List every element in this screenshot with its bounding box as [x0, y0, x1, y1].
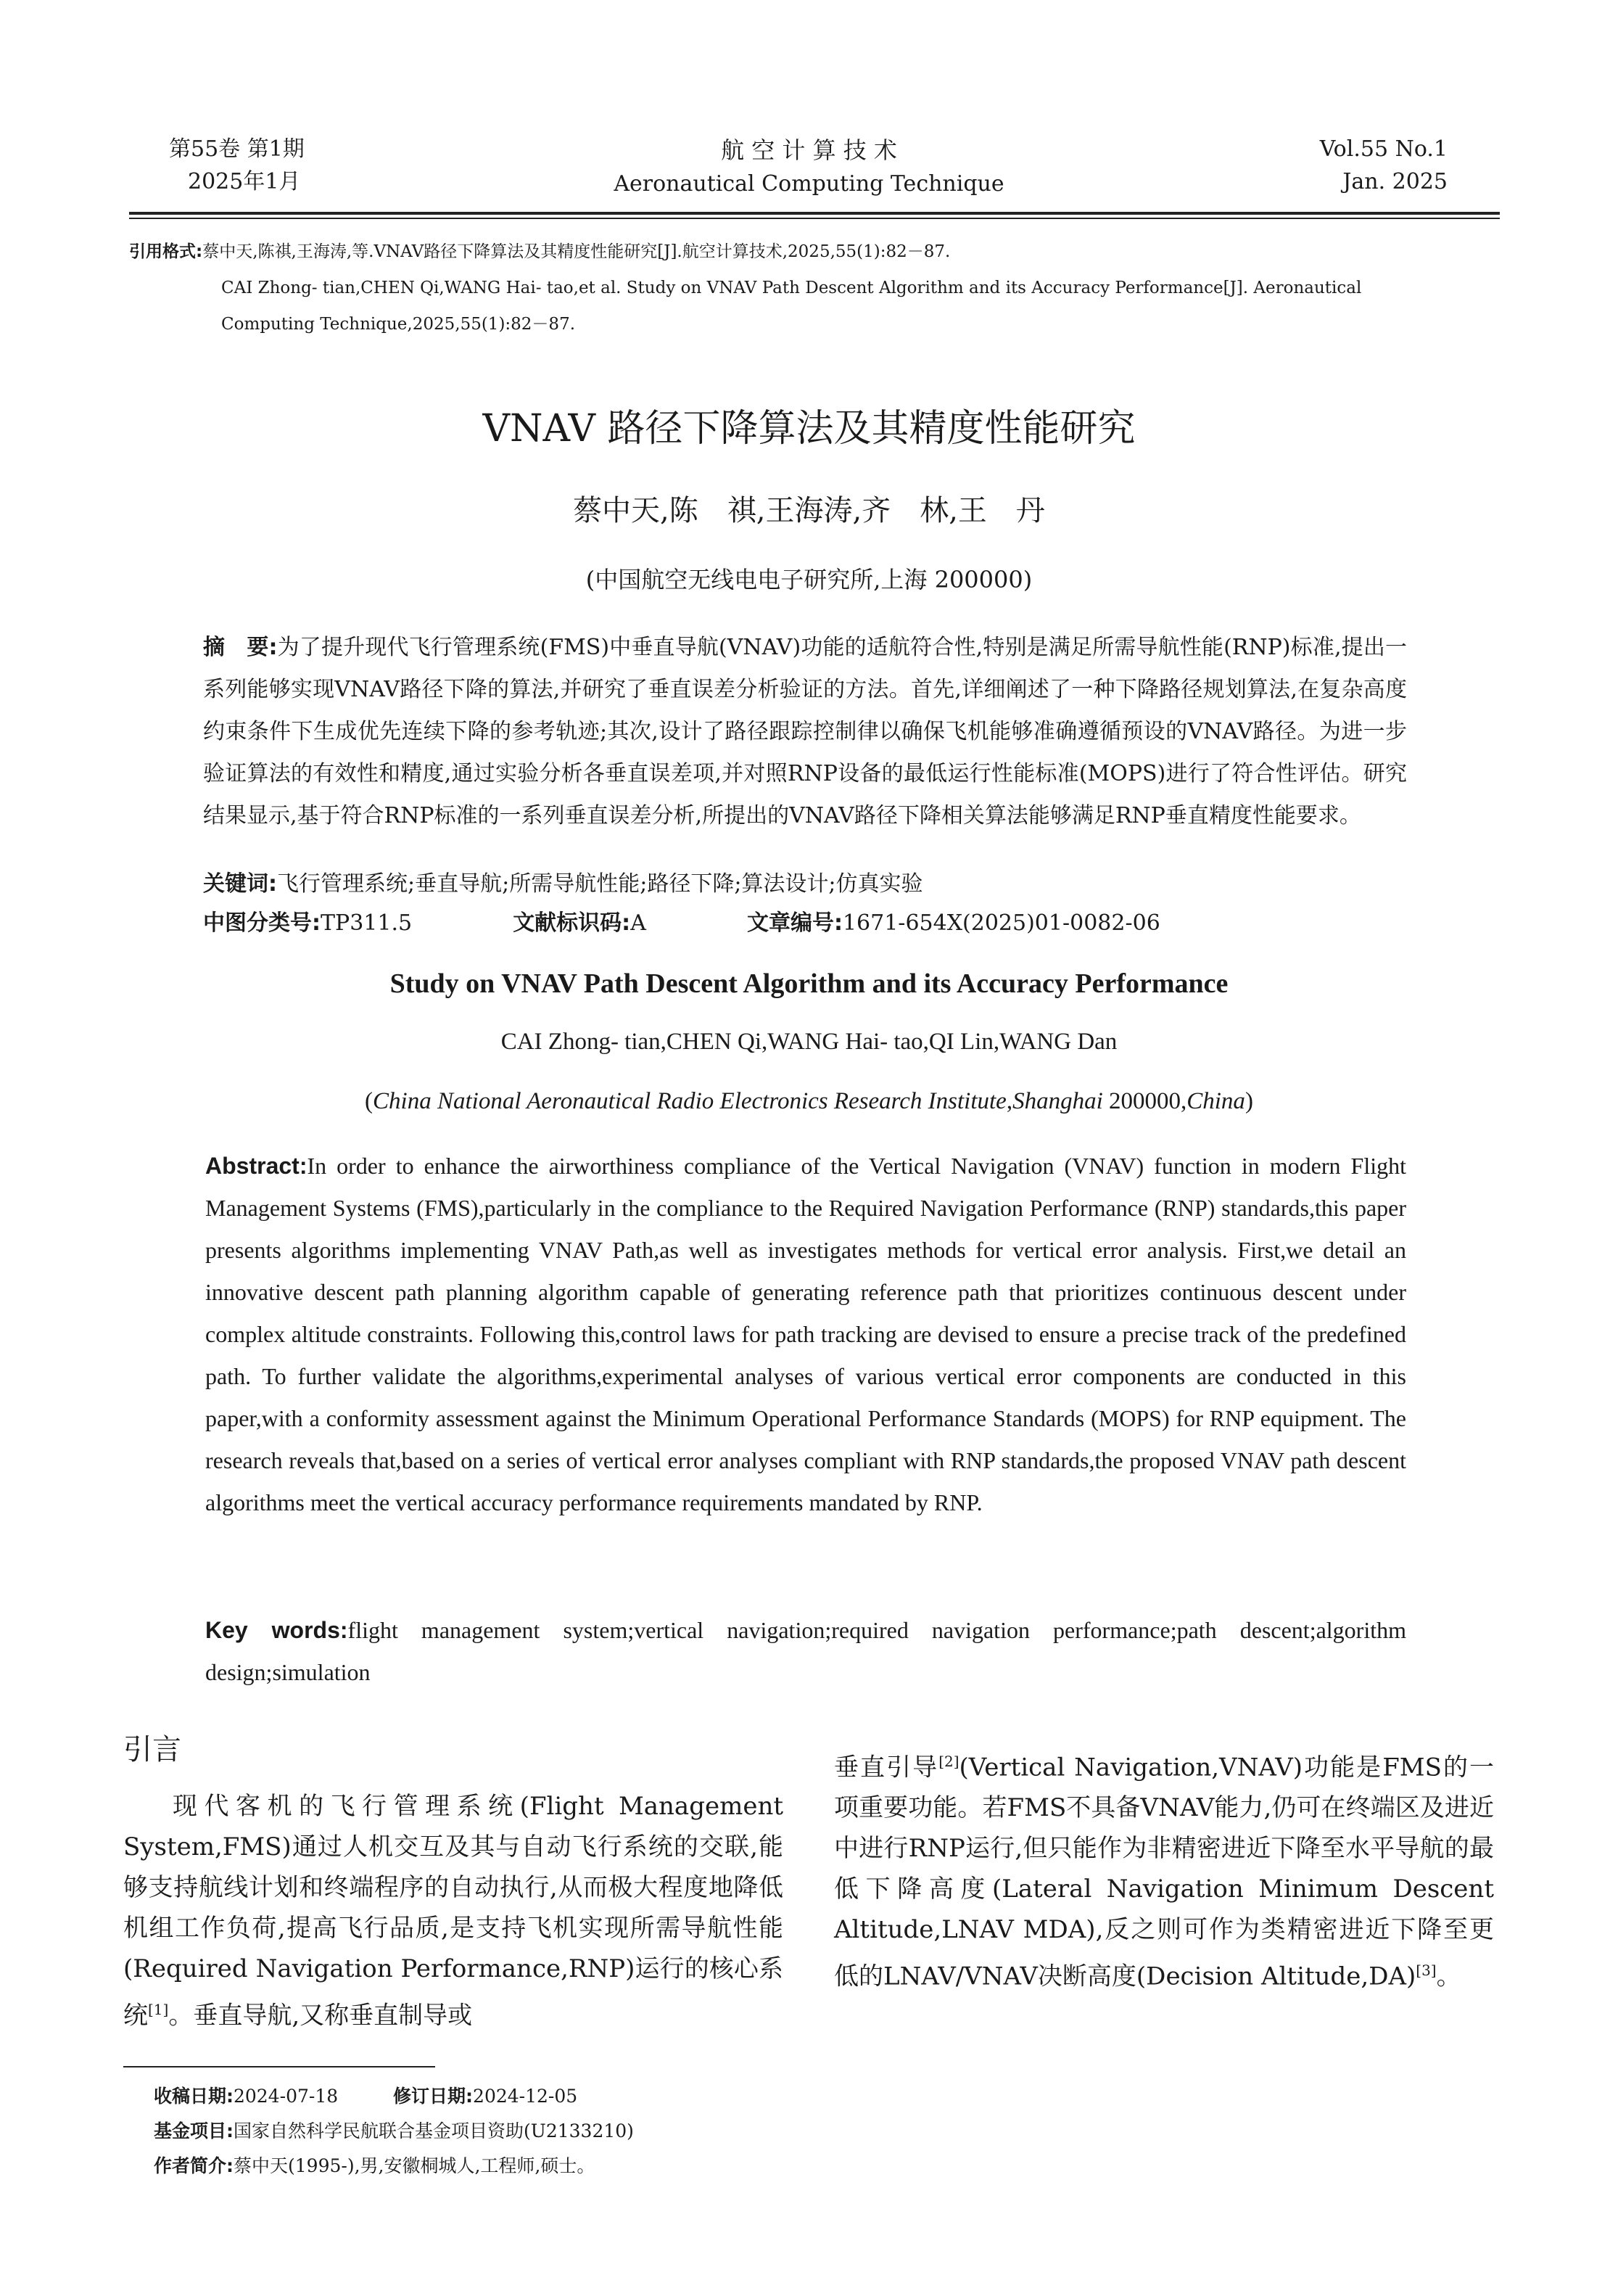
citation-cn: 蔡中天,陈祺,王海涛,等.VNAV路径下降算法及其精度性能研究[J].航空计算技术,2025,55(1):82－87. [202, 242, 951, 261]
keywords-en-text: flight management system;vertical navigation;required navigation performance;path descent;algorithm design;simulation [205, 1617, 1407, 1685]
footnote-rule [123, 2066, 435, 2067]
ref-1: [1] [148, 2001, 169, 2018]
intro-left-column [123, 1786, 783, 2036]
intro-left-text: 现代客机的飞行管理系统(Flight Management System,FMS)通过人机交互及其与自动飞行系统的交联,能够支持航线计划和终端程序的自动执行,从而极大程度地降低机组工作负荷,提高飞行品质,是支持飞机实现所需导航性能(Required Navigation Performance,RNP)运行的核心系统 [123, 1792, 783, 2030]
affiliation-en: (China National Aeronautical Radio Electronics Research Institute,Shanghai 200000,China) [365, 1088, 1253, 1114]
ref-3: [3] [1416, 1962, 1437, 1980]
clc-label: 中图分类号: [203, 910, 321, 936]
authors-cn: 蔡中天,陈 祺,王海涛,齐 林,王 丹 [573, 494, 1045, 527]
journal-name-cn: 航 空 计 算 技 术 [721, 136, 897, 164]
article-no-value: 1671-654X(2025)01-0082-06 [842, 910, 1160, 936]
doc-code-label: 文献标识码: [513, 910, 631, 936]
abstract-en-label: Abstract: [205, 1153, 307, 1179]
issue-date-cn: 2025年1月 [188, 169, 301, 194]
abstract-cn-label: 摘 要: [203, 635, 278, 660]
volume-issue: 第55卷 第1期 [169, 136, 305, 162]
author-bio-value: 蔡中天(1995-),男,安徽桐城人,工程师,硕士。 [234, 2155, 595, 2176]
fund-label: 基金项目: [154, 2120, 234, 2141]
issue-date-en: Jan. 2025 [1342, 169, 1448, 194]
citation-en-line2: Computing Technique,2025,55(1):82－87. [221, 315, 576, 334]
authors-en: CAI Zhong- tian,CHEN Qi,WANG Hai- tao,QI Lin,WANG Dan [500, 1029, 1118, 1055]
header-rule-thin [129, 218, 1500, 219]
affiliation-en-country: China [1186, 1088, 1245, 1114]
keywords-cn-label: 关键词: [203, 871, 277, 897]
classification-row [203, 902, 1407, 945]
journal-name-en: Aeronautical Computing Technique [614, 171, 1004, 197]
citation-label: 引用格式: [129, 242, 203, 261]
abstract-cn [203, 627, 1407, 837]
revised-label: 修订日期: [393, 2086, 474, 2107]
affiliation-en-city: Shanghai [1012, 1088, 1103, 1114]
doc-code-value: A [630, 910, 646, 936]
article-no-label: 文章编号: [746, 910, 843, 936]
title-en: Study on VNAV Path Descent Algorithm and its Accuracy Performance [389, 968, 1229, 999]
intro-right-text-a: 垂直引导 [834, 1753, 939, 1782]
intro-right-column [834, 1741, 1494, 1997]
abstract-cn-text: 为了提升现代飞行管理系统(FMS)中垂直导航(VNAV)功能的适航符合性,特别是满足所需导航性能(RNP)标准,提出一系列能够实现VNAV路径下降的算法,并研究了垂直误差分析验证的方法。首先,详细阐述了一种下降路径规划算法,在复杂高度约束条件下生成优先连续下降的参考轨迹;其次,设计了路径跟踪控制律以确保飞机能够准确遵循预设的VNAV路径。为进一步验证算法的有效性和精度,通过实验分析各垂直误差项,并对照RNP设备的最低运行性能标准(MOPS)进行了符合性评估。研究结果显示,基于符合RNP标准的一系列垂直误差分析,所提出的VNAV路径下降相关算法能够满足RNP垂直精度性能要求。 [203, 635, 1408, 828]
ref-2: [2] [938, 1753, 959, 1770]
citation-block [129, 234, 1493, 342]
section-heading-intro: 引言 [123, 1733, 181, 1766]
intro-right-text-c: 。 [1436, 1962, 1461, 1991]
intro-right-text-b: (Vertical Navigation,VNAV)功能是FMS的一项重要功能。若FMS不具备VNAV能力,仍可在终端区及进近中进行RNP运行,但只能作为非精密进近下降至水平导航的最低下降高度(Lateral Navigation Minimum Descent Altitude,LNAV MDA),反之则可作为类精密进近下降至更低的LNAV/VNAV决断高度(Decision Altitude,DA) [834, 1753, 1494, 1991]
journal-volume-en [1320, 133, 1448, 198]
keywords-en-label: Key words: [205, 1617, 348, 1643]
keywords-en [205, 1609, 1406, 1693]
title-cn: VNAV 路径下降算法及其精度性能研究 [482, 407, 1136, 450]
affiliation-en-zip: 200000, [1102, 1088, 1187, 1114]
volume-issue-en: Vol.55 No.1 [1319, 136, 1448, 162]
citation-en-line1: CAI Zhong- tian,CHEN Qi,WANG Hai- tao,et al. Study on VNAV Path Descent Algorithm and its Accuracy Performance[J]. Aeronautical [221, 279, 1362, 297]
received-label: 收稿日期: [154, 2086, 234, 2107]
clc-value: TP311.5 [321, 910, 413, 936]
header-rule [129, 212, 1500, 215]
intro-left-tail: 。垂直导航,又称垂直制导或 [168, 2001, 473, 2030]
footnotes [154, 2079, 806, 2184]
revised-value: 2024-12-05 [473, 2086, 578, 2107]
received-value: 2024-07-18 [234, 2086, 339, 2107]
affiliation-en-sep: , [1006, 1088, 1013, 1114]
keywords-cn-text: 飞行管理系统;垂直导航;所需导航性能;路径下降;算法设计;仿真实验 [277, 871, 923, 897]
abstract-en [205, 1145, 1406, 1523]
affiliation-en-institute: China National Aeronautical Radio Electronics Research Institute [373, 1088, 1007, 1114]
affiliation-cn: (中国航空无线电电子研究所,上海 200000) [585, 566, 1033, 593]
fund-value: 国家自然科学民航联合基金项目资助(U2133210) [234, 2120, 634, 2141]
abstract-en-text: In order to enhance the airworthiness compliance of the Vertical Navigation (VNAV) function in modern Flight Management Systems (FMS),particularly in the compliance to the Required Navigation Performance (RNP) standards,this paper presents algorithms implementing VNAV Path,as well as investigates methods for vertical error analysis. First,we detail an innovative descent path planning algorithm capable of generating reference path that prioritizes continuous descent under complex altitude constraints. Following this,control laws for path tracking are devised to ensure a precise track of the predefined path. To further validate the algorithms,experimental analyses of various vertical error components are conducted in this paper,with a conformity assessment against the Minimum Operational Performance Standards (MOPS) for RNP equipment. The research reveals that,based on a series of vertical error analyses compliant with RNP standards,the proposed VNAV path descent algorithms meet the vertical accuracy performance requirements mandated by RNP. [205, 1153, 1406, 1515]
keywords-cn [203, 863, 1407, 905]
author-bio-label: 作者简介: [154, 2155, 234, 2176]
